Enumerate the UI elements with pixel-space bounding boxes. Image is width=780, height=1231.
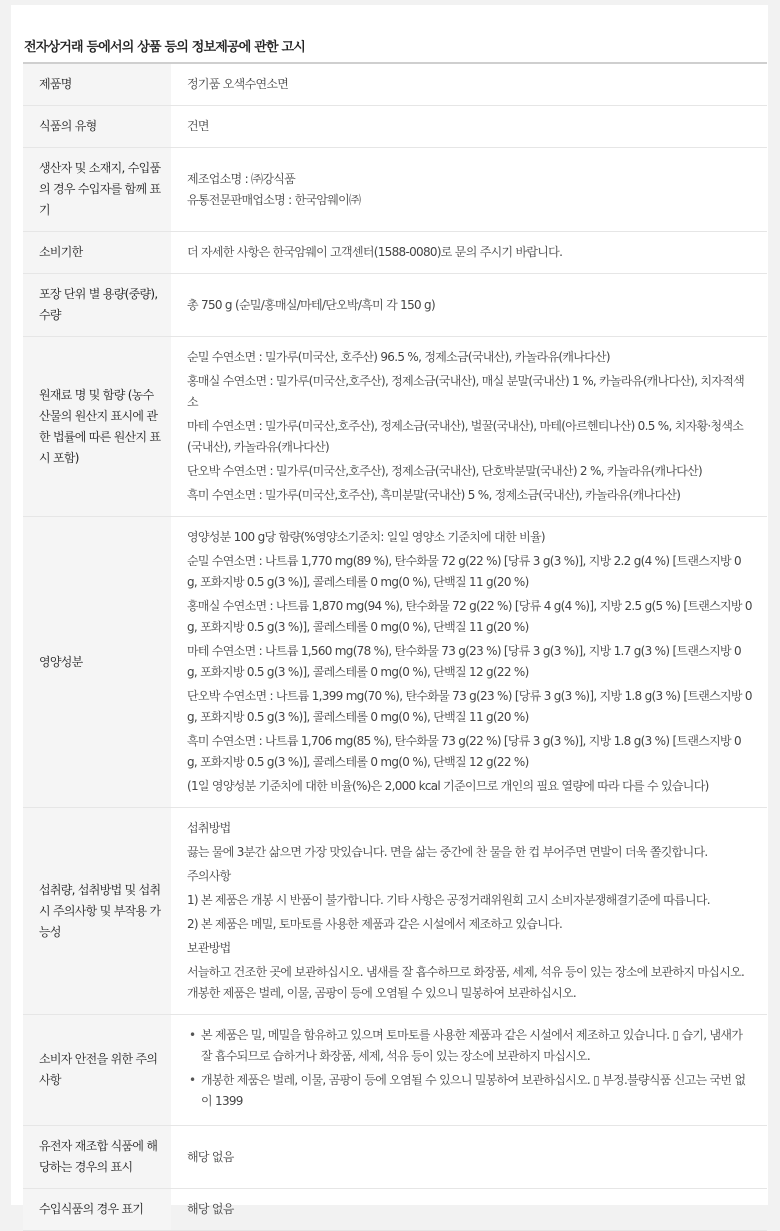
- table-row: [23, 63, 767, 106]
- table-row: [23, 232, 767, 274]
- list-item: • 개봉한 제품은 벌레, 이물, 곰팡이 등에 오염될 수 있으니 밀봉하여 보관하십시오. ▯ 부정.불량식품 신고는 국번 없이 1399: [201, 1070, 753, 1112]
- row-label-ingredients: 원재료 명 및 함량 (농수산물의 원산지 표시에 관한 법률에 따른 원산지 표시 포함): [23, 337, 171, 517]
- ingredient-line: 단오박 수연소면 : 밀가루(미국산,호주산), 정제소금(국내산), 단호박분말(국내산) 2 %, 카놀라유(캐나다산): [187, 464, 702, 478]
- row-value-gmo: 해당 없음: [171, 1126, 767, 1189]
- ingredient-line: 순밀 수연소면 : 밀가루(미국산, 호주산) 96.5 %, 정제소금(국내산), 카놀라유(캐나다산): [187, 350, 610, 364]
- ingredient-line: 흑미 수연소면 : 밀가루(미국산,호주산), 흑미분말(국내산) 5 %, 정제소금(국내산), 카놀라유(캐나다산): [187, 488, 681, 502]
- usage-heading: 섭취방법: [187, 821, 231, 835]
- manufacturer-name: 제조업소명 : ㈜강식품: [187, 171, 296, 186]
- nutrition-line: 단오박 수연소면 : 나트륨 1,399 mg(70 %), 탄수화물 73 g(23 %) [당류 3 g(3 %)], 지방 1.8 g(3 %) [트랜스지방 0 g, 포화지방 0.5 g(3 %)], 콜레스테롤 0 mg(0 %), 단백질 11 g(20 %): [187, 689, 752, 724]
- row-value-nutrition: [171, 517, 767, 808]
- row-label-expiry: 소비기한: [23, 232, 171, 274]
- row-value-consumer-safety: [171, 1015, 767, 1126]
- row-label-product-name: 제품명: [23, 63, 171, 106]
- nutrition-line: 마테 수연소면 : 나트륨 1,560 mg(78 %), 탄수화물 73 g(23 %) [당류 3 g(3 %)], 지방 1.7 g(3 %) [트랜스지방 0 g, 포화지방 0.5 g(3 %)], 콜레스테롤 0 mg(0 %), 단백질 12 g(22 %): [187, 644, 741, 679]
- nutrition-line: 홍매실 수연소면 : 나트륨 1,870 mg(94 %), 탄수화물 72 g(22 %) [당류 4 g(4 %)], 지방 2.5 g(5 %) [트랜스지방 0 g, 포화지방 0.5 g(3 %)], 콜레스테롤 0 mg(0 %), 단백질 11 g(20 %): [187, 599, 752, 634]
- row-value-food-type: 건면: [171, 106, 767, 148]
- row-value-imported: 해당 없음: [171, 1189, 767, 1231]
- caution-heading: 주의사항: [187, 869, 231, 883]
- row-value-product-name: 정기품 오색수연소면: [171, 63, 767, 106]
- table-row: [23, 148, 767, 232]
- table-row: [23, 1015, 767, 1126]
- row-label-package-volume: 포장 단위 별 용량(중량), 수량: [23, 274, 171, 337]
- row-label-consumer-safety: 소비자 안전을 위한 주의사항: [23, 1015, 171, 1126]
- row-label-nutrition: 영양성분: [23, 517, 171, 808]
- row-label-imported: 수입식품의 경우 표기: [23, 1189, 171, 1231]
- caution-text: 1) 본 제품은 개봉 시 반품이 불가합니다. 기타 사항은 공정거래위원회 고시 소비자분쟁해결기준에 따릅니다.: [187, 893, 710, 907]
- row-label-food-type: 식품의 유형: [23, 106, 171, 148]
- product-info-table: [23, 62, 767, 1231]
- table-row: [23, 274, 767, 337]
- ingredient-line: 마테 수연소면 : 밀가루(미국산,호주산), 정제소금(국내산), 벌꿀(국내산), 마테(아르헨티나산) 0.5 %, 치자황·청색소(국내산), 카놀라유(캐나다산): [187, 419, 744, 454]
- usage-text: 끓는 물에 3분간 삶으면 가장 맛있습니다. 면을 삶는 중간에 찬 물을 한 컵 부어주면 면발이 더욱 쫄깃합니다.: [187, 845, 708, 859]
- table-row: [23, 1189, 767, 1231]
- storage-text: 서늘하고 건조한 곳에 보관하십시오. 냄새를 잘 흡수하므로 화장품, 세제, 석유 등이 있는 장소에 보관하지 마십시오. 개봉한 제품은 벌레, 이물, 곰팡이 등에 오염될 수 있으니 밀봉하여 보관하십시오.: [187, 965, 745, 1000]
- nutrition-note: (1일 영양성분 기준치에 대한 비율(%)은 2,000 kcal 기준이므로 개인의 필요 열량에 따라 다를 수 있습니다): [187, 779, 709, 793]
- table-row: [23, 337, 767, 517]
- row-label-usage: 섭취량, 섭취방법 및 섭취시 주의사항 및 부작용 가능성: [23, 808, 171, 1015]
- table-row: [23, 1126, 767, 1189]
- nutrition-line: 흑미 수연소면 : 나트륨 1,706 mg(85 %), 탄수화물 73 g(22 %) [당류 3 g(3 %)], 지방 1.8 g(3 %) [트랜스지방 0 g, 포화지방 0.5 g(3 %)], 콜레스테롤 0 mg(0 %), 단백질 12 g(22 %): [187, 734, 741, 769]
- distributor-name: 유통전문판매업소명 : 한국암웨이㈜: [187, 192, 361, 207]
- list-item: • 본 제품은 밀, 메밀을 함유하고 있으며 토마토를 사용한 제품과 같은 시설에서 제조하고 있습니다. ▯ 습기, 냄새가 잘 흡수되므로 습하거나 화장품, 세제, 석유 등이 있는 장소에 보관하지 마십시오.: [201, 1025, 753, 1067]
- table-row: [23, 808, 767, 1015]
- page-title: 전자상거래 등에서의 상품 등의 정보제공에 관한 고시: [24, 40, 306, 55]
- ingredient-line: 홍매실 수연소면 : 밀가루(미국산,호주산), 정제소금(국내산), 매실 분말(국내산) 1 %, 카놀라유(캐나다산), 치자적색소: [187, 374, 745, 409]
- caution-text: 2) 본 제품은 메밀, 토마토를 사용한 제품과 같은 시설에서 제조하고 있습니다.: [187, 917, 563, 931]
- row-value-package-volume: 총 750 g (순밀/홍매실/마테/단오박/흑미 각 150 g): [171, 274, 767, 337]
- row-value-ingredients: [171, 337, 767, 517]
- row-value-manufacturer: [171, 148, 767, 232]
- safety-list: [187, 1025, 753, 1112]
- row-label-manufacturer: 생산자 및 소재지, 수입품의 경우 수입자를 함께 표기: [23, 148, 171, 232]
- storage-heading: 보관방법: [187, 941, 231, 955]
- row-value-expiry: 더 자세한 사항은 한국암웨이 고객센터(1588-0080)로 문의 주시기 바랍니다.: [171, 232, 767, 274]
- table-row: [23, 517, 767, 808]
- table-row: [23, 106, 767, 148]
- row-label-gmo: 유전자 재조합 식품에 해당하는 경우의 표시: [23, 1126, 171, 1189]
- nutrition-line: 순밀 수연소면 : 나트륨 1,770 mg(89 %), 탄수화물 72 g(22 %) [당류 3 g(3 %)], 지방 2.2 g(4 %) [트랜스지방 0 g, 포화지방 0.5 g(3 %)], 콜레스테롤 0 mg(0 %), 단백질 11 g(20 %): [187, 554, 741, 589]
- nutrition-line: 영양성분 100 g당 함량(%영양소기준치: 일일 영양소 기준치에 대한 비율): [187, 530, 545, 544]
- row-value-usage: [171, 808, 767, 1015]
